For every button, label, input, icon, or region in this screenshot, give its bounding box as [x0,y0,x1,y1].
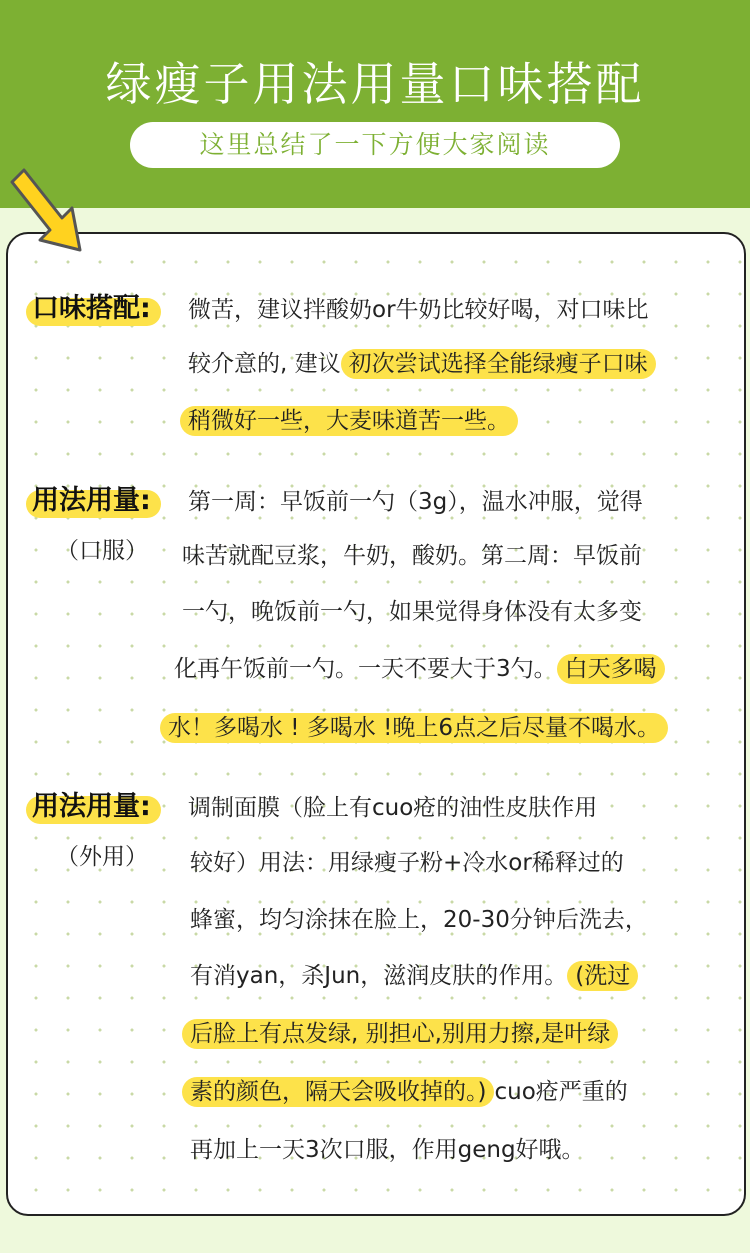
taste-line-1: 微苦，建议拌酸奶or牛奶比较好喝，对口味比 [188,297,649,323]
oral-line-5: 水！多喝水 ! 多喝水 !晚上6点之后尽量不喝水。 [160,712,668,744]
section-label-external: 用法用量: [32,790,151,824]
oral-line-3: 一勺，晚饭前一勺，如果觉得身体没有太多变 [182,599,642,625]
page-title: 绿瘦子用法用量口味搭配 [105,57,645,111]
external-line-1: 调制面膜（脸上有cuo疮的油性皮肤作用 [188,795,598,821]
subtitle-pill: 这里总结了一下方便大家阅读 [130,122,620,168]
oral-line-4: 化再午饭前一勺。一天不要大于3勺。 白天多喝 [174,653,665,685]
section-sublabel-external: （外用） [56,844,148,870]
external-line-5: 后脸上有点发绿, 别担心,别用力擦,是叶绿 [182,1018,618,1050]
oral-line-1: 第一周：早饭前一勺（3g），温水冲服，觉得 [188,489,643,515]
section-label-oral: 用法用量: [32,484,151,518]
taste-line-2: 较介意的, 建议 初次尝试选择全能绿瘦子口味 [188,348,656,380]
external-line-4: 有消yan，杀Jun，滋润皮肤的作用。 (洗过 [190,960,638,992]
section-sublabel-oral: （口服） [56,538,148,564]
header-banner [0,0,750,208]
arrow-pointer-icon [10,162,90,258]
external-line-7: 再加上一天3次口服，作用geng好哦。 [190,1137,585,1163]
external-line-6: 素的颜色，隔天会吸收掉的。) cuo疮严重的 [182,1076,628,1108]
oral-line-2: 味苦就配豆浆，牛奶，酸奶。第二周：早饭前 [182,543,642,569]
taste-line-3: 稍微好一些，大麦味道苦一些。 [180,405,518,437]
external-line-3: 蜂蜜，均匀涂抹在脸上，20-30分钟后洗去， [190,907,648,933]
external-line-2: 较好）用法：用绿瘦子粉+冷水or稀释过的 [190,850,624,876]
section-label-taste: 口味搭配: [32,292,151,326]
